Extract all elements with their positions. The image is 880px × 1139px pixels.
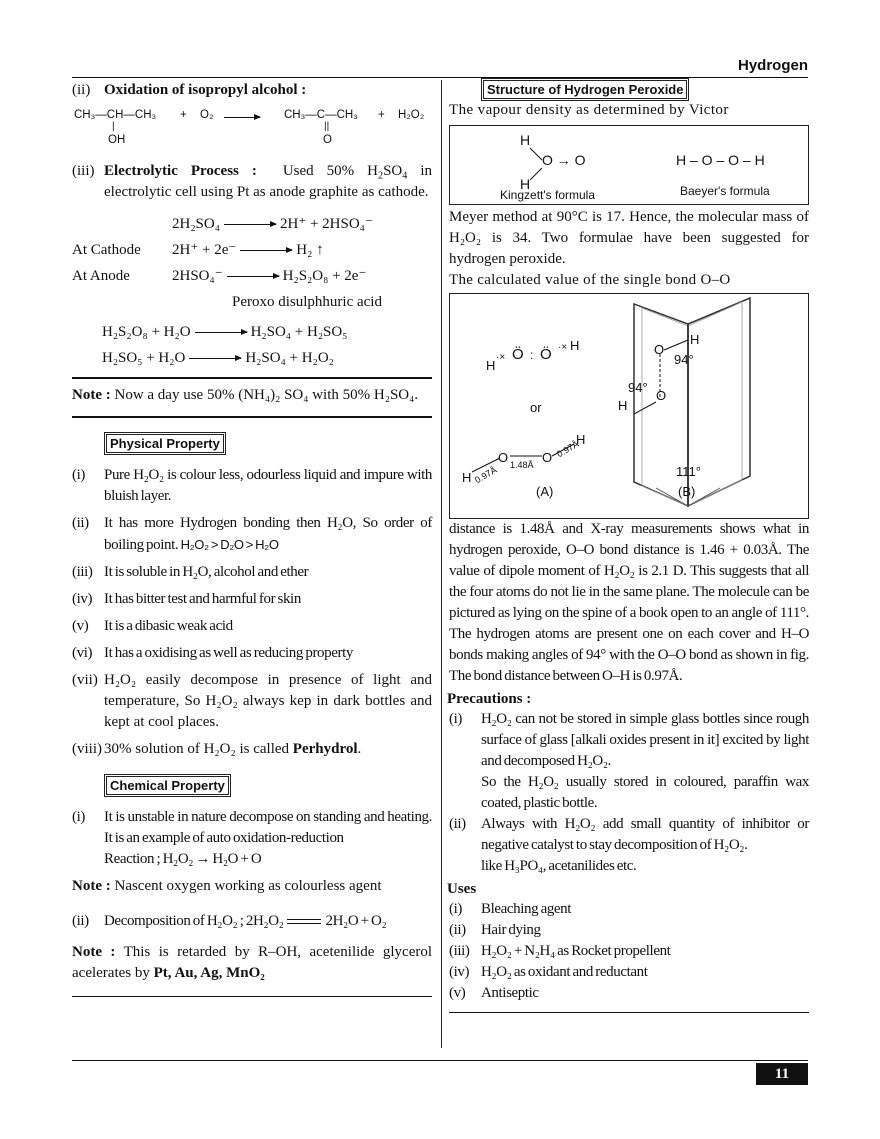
- list-item: [449, 920, 809, 941]
- electrode-label: At Cathode: [72, 242, 141, 258]
- precautions-heading: Precautions :: [447, 691, 532, 707]
- structure-b-angle: 111°: [676, 464, 701, 479]
- structure-a-o-left: O: [498, 450, 509, 465]
- perhydrol-term: Perhydrol: [292, 741, 358, 757]
- plus-sign: +: [180, 109, 187, 121]
- equation-lhs: H₂S₂O₈ + H₂O: [102, 324, 191, 340]
- list-item: [72, 643, 432, 664]
- item-text-main: It is unstable in nature decompose on standing and heating. It is an example of auto oxidation-reduction: [104, 809, 432, 846]
- text-fragment: in electrolytic cell using Pt as anode graphite as cathode.: [104, 163, 432, 200]
- list-item: [72, 513, 432, 556]
- precaution-text: like H₃PO₄, acetanilides etc.: [481, 858, 637, 874]
- item-number: (ii): [449, 922, 466, 938]
- item-number: (ii): [72, 82, 91, 98]
- structure-a-h-left: H: [462, 470, 472, 485]
- lewis-electron-dots: ·×: [558, 342, 568, 353]
- item-number: (ii): [449, 816, 466, 832]
- reaction-arrow: [227, 276, 279, 277]
- vapour-line: The vapour density as determined by Victor: [449, 102, 729, 118]
- header-rule: [72, 77, 808, 78]
- item-text: It is soluble in H₂O, alcohol and ether: [104, 564, 309, 580]
- product-formula: CH₃—C—CH₃: [284, 109, 358, 121]
- item-number: (i): [72, 809, 85, 825]
- equation-row: [72, 319, 432, 345]
- kingzett-label: Kingzett's formula: [500, 188, 595, 202]
- catalyst-list: Pt, Au, Ag, MnO₂: [153, 965, 265, 981]
- note-label: Note :: [72, 878, 111, 894]
- structure-b-book: [600, 294, 810, 520]
- reactant-formula: CH₃—CH—CH₃: [74, 109, 157, 121]
- section-rule: [72, 996, 432, 997]
- structure-b-h-bottom: H: [618, 398, 628, 413]
- list-item: [72, 562, 432, 583]
- peroxo-name: Peroxo disulphhuric acid: [232, 294, 382, 310]
- list-item: [72, 589, 432, 610]
- or-label: or: [530, 400, 542, 415]
- double-bond-line: ||: [324, 121, 330, 132]
- item-text: Bleaching agent: [481, 901, 572, 917]
- list-item: [449, 983, 809, 1004]
- page-header-title: Hydrogen: [737, 57, 808, 74]
- uses-heading: Uses: [447, 881, 477, 897]
- electrolytic-text: Electrolytic Process : Used 50% $H_2SO_4$ in electrolytic cell using Pt as anode graphite as cathode.: [104, 163, 432, 200]
- precaution-text: H₂O₂ can not be stored in simple glass bottles since rough surface of glass [alkali oxides present in it] excited by light and decomposed H₂O₂.: [481, 711, 809, 769]
- note-body: This is retarded by R–OH, acetenilide glycerol acelerates by: [72, 944, 433, 981]
- item-text: [104, 739, 432, 760]
- equation-row: [72, 289, 432, 315]
- lewis-h-left: H: [486, 358, 496, 373]
- list-item: [449, 941, 809, 962]
- list-item: [72, 670, 432, 733]
- equation-row: [72, 345, 432, 371]
- item-text: It is a dibasic weak acid: [104, 618, 233, 634]
- equation-lhs: 2HSO₄⁻: [172, 268, 223, 284]
- electrolysis-equations: [72, 211, 432, 371]
- list-item: [449, 814, 809, 877]
- list-item: [72, 739, 432, 760]
- structure-b-angle: 94°: [674, 352, 694, 367]
- item-text-main: It has more Hydrogen bonding then H₂O, So order of boiling point.: [104, 515, 432, 553]
- equation-lhs: H₂SO₅ + H₂O: [102, 350, 186, 366]
- page-number: 11: [756, 1063, 808, 1085]
- item-number: (i): [72, 467, 85, 483]
- equation-rhs: H₂S₂O₈ + 2e⁻: [282, 268, 367, 284]
- note: [72, 385, 432, 406]
- structure-b-angle: 94°: [628, 380, 648, 395]
- list-item: [72, 911, 432, 932]
- structure-b-h-top: H: [690, 332, 700, 347]
- right-column: [449, 80, 809, 1013]
- item-text: [104, 807, 432, 870]
- item-number: (i): [449, 711, 462, 727]
- kingzett-o-o: O → O: [542, 152, 586, 168]
- lewis-shared-pair: :: [530, 348, 534, 362]
- reactant-oh: OH: [108, 134, 126, 146]
- structure-a-label: (A): [536, 484, 554, 499]
- equation-lhs: 2H₂SO₄: [172, 216, 220, 232]
- lewis-o2: Ö: [540, 346, 552, 363]
- equation-row: [72, 237, 432, 263]
- physical-property-list: [72, 465, 432, 760]
- electrolytic-section: [72, 161, 432, 203]
- bond-line: |: [112, 121, 115, 132]
- h2o2-formula: H₂O₂: [398, 109, 425, 121]
- precaution-text: Always with H₂O₂ add small quantity of inhibitor or negative catalyst to stay decomposition of H₂O₂.: [481, 816, 809, 853]
- item-text: [481, 814, 809, 877]
- item-number: (vi): [72, 645, 93, 661]
- note: [72, 876, 432, 897]
- kingzett-h-top: H: [520, 132, 531, 148]
- item-number: (vii): [72, 672, 98, 688]
- item-number: (ii): [72, 913, 89, 929]
- structure-a-h-right: H: [576, 432, 586, 447]
- calc-line: The calculated value of the single bond O–O: [449, 272, 731, 288]
- structure-b-label: (B): [678, 484, 696, 499]
- structure-b-o-top: O: [654, 342, 665, 357]
- uses-list: [449, 899, 809, 1004]
- item-text: H₂O₂ + N₂H₄ as Rocket propellent: [481, 943, 671, 959]
- item-text: H₂O₂ easily decompose in presence of light and temperature, So H₂O₂ always kep in dark bottles and kept at cool places.: [104, 672, 432, 730]
- equation-rhs: 2H⁺ + 2HSO₄⁻: [279, 216, 373, 232]
- item-number: (v): [72, 618, 89, 634]
- item-text: Antiseptic: [481, 985, 539, 1001]
- item-text: H₂O₂ as oxidant and reductant: [481, 964, 648, 980]
- list-item: [449, 709, 809, 814]
- isopropyl-reaction: [72, 107, 432, 151]
- section-rule: [72, 416, 432, 418]
- list-item: [72, 616, 432, 637]
- note-text: [72, 385, 432, 406]
- item-text: It has bitter test and harmful for skin: [104, 591, 301, 607]
- physical-property-heading: Physical Property: [106, 434, 224, 453]
- equation-lhs: 2H⁺ + 2e⁻: [172, 242, 237, 258]
- note-label: Note :: [72, 387, 111, 403]
- product-o: O: [323, 134, 332, 146]
- chemical-property-heading-wrap: [106, 776, 432, 795]
- distance-paragraph: distance is 1.48Å and X-ray measurements shows what in hydrogen peroxide, O–O bond distance is 1.46 + 0.03Å. The value of dipole moment of H₂O₂ is 2.1 D. This suggests that all the four atoms do not lie in the same plane. The molecule can be pictured as lying on the spine of a book open to an angle of 111°. The hydrogen atoms are present one on each cover and H–O bonds making angles of 94° with the O–O bond as shown in fig. The bond distance between O–H is 0.97Å.: [449, 521, 809, 684]
- text-fragment: SO: [383, 163, 403, 179]
- reaction-arrow: [224, 117, 260, 118]
- item-number: (iv): [72, 591, 93, 607]
- item-number: (iii): [72, 564, 93, 580]
- list-item: [449, 899, 809, 920]
- meyer-paragraph: Meyer method at 90°C is 17. Hence, the molecular mass of H₂O₂ is 34. Two formulae have been suggested for hydrogen peroxide.: [449, 209, 809, 267]
- equation-rhs: H₂ ↑: [296, 242, 324, 258]
- oxygen-formula: O₂: [200, 109, 214, 121]
- item-number: (iv): [449, 964, 470, 980]
- equilibrium-rhs: 2H₂O + O₂: [325, 913, 387, 929]
- list-item: [449, 962, 809, 983]
- note-body: Nascent oxygen working as colourless agent: [114, 878, 382, 894]
- column-divider: [441, 80, 442, 1048]
- structure-diagram: [449, 293, 809, 519]
- reaction-arrow: [195, 332, 247, 333]
- item-text: [104, 513, 432, 556]
- text-fragment: Used 50% H: [282, 163, 378, 179]
- list-item: [72, 465, 432, 507]
- item-number: (v): [449, 985, 466, 1001]
- structure-a-bond-length: 0.97Å: [555, 438, 581, 460]
- reaction-arrow: [224, 224, 276, 225]
- structure-a-bond-length: 1.48Å: [510, 460, 534, 470]
- reaction-arrow: [240, 250, 292, 251]
- plus-sign: +: [378, 109, 385, 121]
- lewis-o1: Ö: [512, 346, 524, 363]
- left-column: [72, 80, 432, 997]
- electrode-label: At Anode: [72, 268, 130, 284]
- footer-rule: [72, 1060, 808, 1061]
- equilibrium-lhs: Decomposition of H₂O₂ ; 2H₂O₂: [104, 913, 284, 929]
- physical-property-heading-wrap: [106, 434, 432, 453]
- equation-row: [72, 263, 432, 289]
- baeyer-label: Baeyer's formula: [680, 184, 770, 198]
- boiling-order-formula: H₂O₂ > D₂O > H₂O: [180, 537, 279, 552]
- item-text: [104, 911, 432, 932]
- note-label: Note :: [72, 944, 116, 960]
- lewis-electron-dots: ·×: [496, 352, 506, 363]
- kingzett-h-bottom: H: [520, 176, 531, 192]
- item-text-tail: .: [357, 741, 362, 757]
- isopropyl-section: [72, 80, 432, 101]
- chemical-property-heading: Chemical Property: [106, 776, 229, 795]
- structure-heading: Structure of Hydrogen Peroxide: [483, 80, 687, 99]
- formula-diagram: [449, 125, 809, 205]
- item-text: Pure H₂O₂ is colour less, odourless liquid and impure with bluish layer.: [104, 467, 432, 504]
- equilibrium-arrow: [287, 918, 321, 926]
- item-text: Hair dying: [481, 922, 541, 938]
- structure-heading-wrap: [483, 80, 809, 99]
- decomposition-reaction: Reaction ; H₂O₂ → H₂O + O: [104, 851, 262, 867]
- structure-a-o-right: O: [542, 450, 553, 465]
- note-body: Now a day use 50% (NH₄)₂ SO₄ with 50% H₂SO₄.: [114, 387, 419, 403]
- note-text: [72, 942, 432, 984]
- baeyer-formula: H – O – O – H: [676, 152, 765, 168]
- lewis-h-right: H: [570, 338, 580, 353]
- item-number: (iii): [449, 943, 470, 959]
- equation-rhs: H₂SO₄ + H₂SO₅: [250, 324, 348, 340]
- item-number: (iii): [72, 163, 95, 179]
- isopropyl-title: Oxidation of isopropyl alcohol :: [104, 82, 307, 98]
- item-text: It has a oxidising as well as reducing property: [104, 645, 353, 661]
- item-number: (i): [449, 901, 462, 917]
- item-number: (viii): [72, 741, 102, 757]
- electrolytic-title: Electrolytic Process :: [104, 163, 257, 179]
- item-number: (ii): [72, 515, 89, 531]
- equation-rhs: H₂SO₄ + H₂O₂: [245, 350, 334, 366]
- section-rule: [72, 377, 432, 379]
- section-rule: [449, 1012, 809, 1013]
- structure-b-o-bottom: O: [656, 388, 667, 403]
- item-text-main: 30% solution of H₂O₂ is called: [104, 741, 293, 757]
- reaction-arrow: [189, 358, 241, 359]
- equation-row: [72, 211, 432, 237]
- note: [72, 942, 432, 984]
- structure-a-bond-length: 0.97Å: [473, 464, 499, 486]
- item-text: [481, 709, 809, 814]
- note-text: [72, 876, 432, 897]
- list-item: [72, 807, 432, 870]
- precaution-text: So the H₂O₂ usually stored in coloured, paraffin wax coated, plastic bottle.: [481, 774, 809, 811]
